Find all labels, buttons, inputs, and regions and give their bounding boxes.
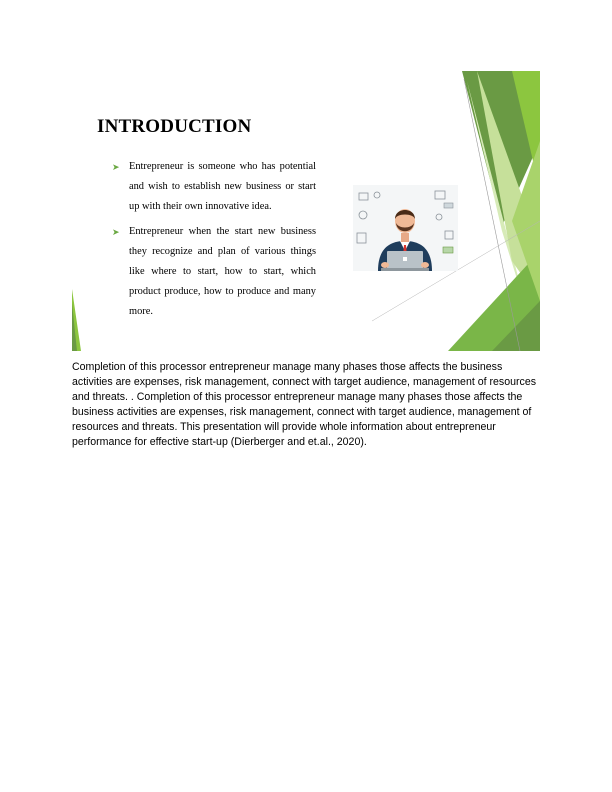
arrow-bullet-icon: ➤: [112, 227, 120, 237]
list-item: [112, 157, 316, 217]
slide-title: INTRODUCTION: [97, 116, 252, 137]
arrow-bullet-icon: ➤: [112, 162, 120, 172]
bullet-text: Entrepreneur is someone who has potential and wish to establish new business or start up with their own innovative idea.: [129, 161, 316, 212]
body-paragraph: Completion of this processor entrepreneur manage many phases those affects the business activities are expenses, risk management, connect with target audience, management of resources and threats. . Completion of this processor entrepreneur manage many phases those affects the business activities are expenses, risk management, connect with target audience, management of resources and threats. This presentation will provide whole information about entrepreneur performance for effective start-up (Dierberger and et.al., 2020).: [72, 361, 537, 448]
list-item: [112, 222, 316, 322]
slide-image: [72, 71, 540, 351]
entrepreneur-laptop-icon: [353, 185, 458, 271]
bullet-text: Entrepreneur when the start new business they recognize and plan of various things like where to start, how to start, which product produce, how to produce and many more.: [129, 226, 316, 317]
slide-bullet-list: [112, 157, 316, 327]
